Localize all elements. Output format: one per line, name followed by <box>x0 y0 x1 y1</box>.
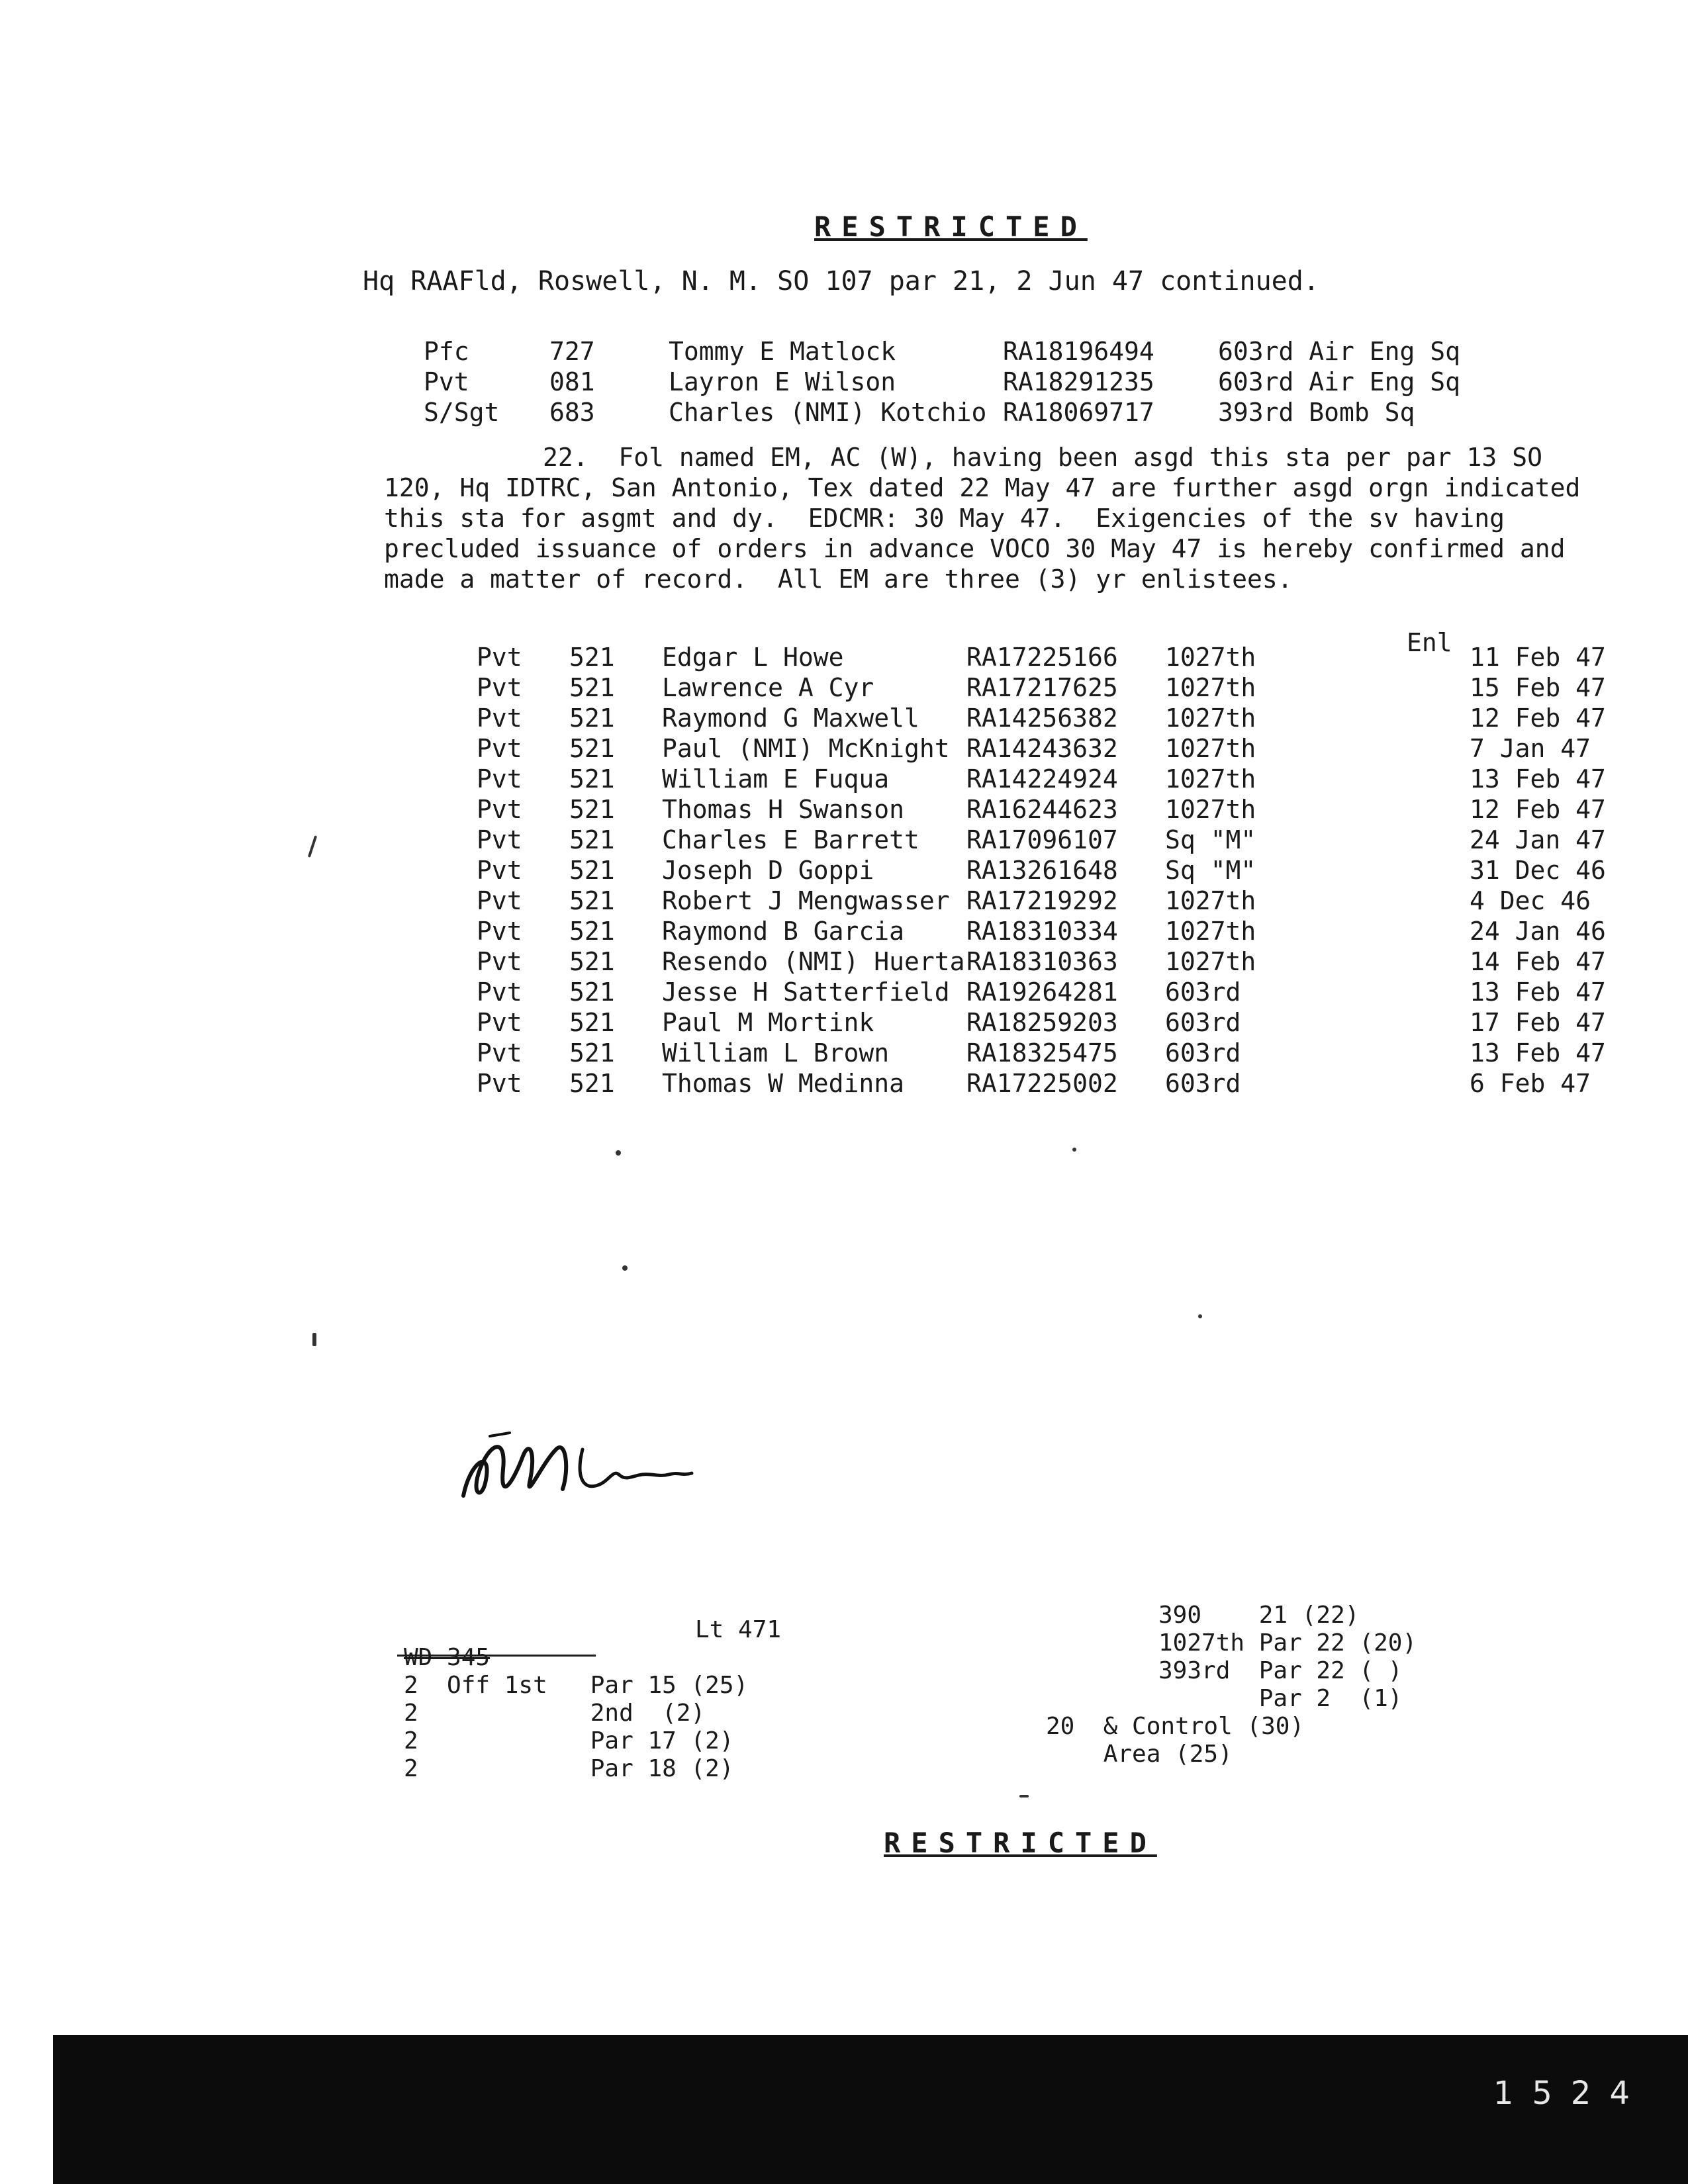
serial: RA18069717 <box>1003 398 1154 427</box>
enl-date: 4 Dec 46 <box>1470 886 1591 915</box>
serial: RA18310334 <box>966 917 1118 946</box>
dist-line: 2 Off 1st Par 15 (25) <box>404 1672 749 1699</box>
grade: Pvt <box>477 886 522 915</box>
name: Paul M Mortink <box>662 1008 874 1037</box>
enl-date: 7 Jan 47 <box>1470 734 1591 763</box>
ssn: 521 <box>569 856 615 885</box>
unit: 603rd <box>1165 1069 1241 1098</box>
dist-line: WD 345 <box>404 1644 491 1671</box>
grade: Pvt <box>477 673 522 702</box>
scan-speck <box>312 1333 316 1346</box>
dist-line: 1027th Par 22 (20) <box>1158 1629 1417 1657</box>
roster-row <box>477 825 1628 855</box>
enl-date: 24 Jan 47 <box>1470 825 1606 854</box>
unit: 603rd <box>1165 1008 1241 1037</box>
scan-speck <box>1072 1148 1076 1152</box>
grade: Pvt <box>477 764 522 794</box>
serial: RA17219292 <box>966 886 1118 915</box>
enl-date: 31 Dec 46 <box>1470 856 1606 885</box>
roster-row <box>477 764 1628 794</box>
serial: RA17217625 <box>966 673 1118 702</box>
grade: Pvt <box>477 734 522 763</box>
paragraph-22 <box>384 442 1615 594</box>
ssn: 521 <box>569 825 615 854</box>
ssn: 521 <box>569 734 615 763</box>
dist-line: 393rd Par 22 ( ) <box>1158 1657 1403 1684</box>
dist-line: Par 2 (1) <box>1158 1685 1403 1712</box>
unit: 1027th <box>1165 764 1256 794</box>
name: Joseph D Goppi <box>662 856 874 885</box>
name: Edgar L Howe <box>662 643 844 672</box>
grade: Pvt <box>477 825 522 854</box>
ssn: 521 <box>569 1008 615 1037</box>
roster-row <box>424 336 1549 367</box>
enl-date: 13 Feb 47 <box>1470 764 1606 794</box>
name: Raymond B Garcia <box>662 917 905 946</box>
enl-date: 12 Feb 47 <box>1470 795 1606 824</box>
roster-row <box>424 397 1549 428</box>
scan-edge-bar <box>53 2035 1688 2184</box>
grade: S/Sgt <box>424 398 500 427</box>
dist-line: Area (25) <box>1046 1741 1233 1768</box>
enl-date: 15 Feb 47 <box>1470 673 1606 702</box>
grade: Pvt <box>477 947 522 976</box>
unit: 1027th <box>1165 917 1256 946</box>
name: Paul (NMI) McKnight <box>662 734 950 763</box>
roster-row <box>477 886 1628 916</box>
roster-row <box>477 1068 1628 1099</box>
unit: Sq "M" <box>1165 825 1256 854</box>
serial: RA18196494 <box>1003 337 1154 366</box>
roster-row <box>477 703 1628 733</box>
enl-date: 6 Feb 47 <box>1470 1069 1591 1098</box>
unit: Sq "M" <box>1165 856 1256 885</box>
grade: Pfc <box>424 337 469 366</box>
serial: RA14224924 <box>966 764 1118 794</box>
roster-row <box>477 672 1628 703</box>
serial: RA18291235 <box>1003 367 1154 396</box>
unit: 603rd Air Eng Sq <box>1218 367 1461 396</box>
roster-row <box>477 733 1628 764</box>
scan-speck <box>616 1150 621 1156</box>
scan-speck <box>1019 1795 1029 1797</box>
unit: 1027th <box>1165 886 1256 915</box>
ssn: 521 <box>569 1069 615 1098</box>
paragraph-line: precluded issuance of orders in advance VOCO 30 May 47 is hereby confirmed and <box>384 534 1566 563</box>
serial: RA18310363 <box>966 947 1118 976</box>
roster-row <box>477 642 1628 672</box>
ssn: 521 <box>569 704 615 733</box>
unit: 1027th <box>1165 704 1256 733</box>
enl-date: 14 Feb 47 <box>1470 947 1606 976</box>
enl-date: 17 Feb 47 <box>1470 1008 1606 1037</box>
enl-date: 24 Jan 46 <box>1470 917 1606 946</box>
serial: RA13261648 <box>966 856 1118 885</box>
ssn: 521 <box>569 795 615 824</box>
roster-row <box>477 1007 1628 1038</box>
classification-footer: RESTRICTED <box>884 1827 1157 1859</box>
unit: 1027th <box>1165 643 1256 672</box>
ssn: 521 <box>569 947 615 976</box>
distribution-right <box>1046 1602 1417 1768</box>
roster-row <box>477 916 1628 946</box>
dist-line: Lt 471 <box>695 1616 782 1643</box>
order-header: Hq RAAFld, Roswell, N. M. SO 107 par 21, 2 Jun 47 continued. <box>363 266 1319 296</box>
ssn: 521 <box>569 917 615 946</box>
ssn: 683 <box>549 398 595 427</box>
ssn: 521 <box>569 978 615 1007</box>
enl-date: 11 Feb 47 <box>1470 643 1606 672</box>
grade: Pvt <box>477 1069 522 1098</box>
ssn: 521 <box>569 673 615 702</box>
serial: RA17096107 <box>966 825 1118 854</box>
scan-speck <box>622 1265 628 1271</box>
name: William L Brown <box>662 1038 890 1068</box>
name: Tommy E Matlock <box>669 337 896 366</box>
unit: 1027th <box>1165 947 1256 976</box>
grade: Pvt <box>477 643 522 672</box>
name: William E Fuqua <box>662 764 890 794</box>
enl-date: 13 Feb 47 <box>1470 1038 1606 1068</box>
unit: 603rd <box>1165 1038 1241 1068</box>
distribution-left <box>404 1616 781 1783</box>
name: Raymond G Maxwell <box>662 704 919 733</box>
serial: RA18259203 <box>966 1008 1118 1037</box>
paragraph-line: made a matter of record. All EM are three (3) yr enlistees. <box>384 565 1293 594</box>
unit: 1027th <box>1165 795 1256 824</box>
grade: Pvt <box>477 795 522 824</box>
enl-date: 12 Feb 47 <box>1470 704 1606 733</box>
name: Jesse H Satterfield <box>662 978 950 1007</box>
ssn: 521 <box>569 643 615 672</box>
paragraph-line: this sta for asgmt and dy. EDCMR: 30 May 47. Exigencies of the sv having <box>384 504 1505 533</box>
ssn: 521 <box>569 764 615 794</box>
grade: Pvt <box>477 1008 522 1037</box>
name: Charles E Barrett <box>662 825 919 854</box>
unit: 393rd Bomb Sq <box>1218 398 1415 427</box>
unit: 603rd Air Eng Sq <box>1218 337 1461 366</box>
unit: 1027th <box>1165 734 1256 763</box>
scan-speck <box>308 835 317 858</box>
serial: RA17225166 <box>966 643 1118 672</box>
dist-line: 390 21 (22) <box>1158 1602 1360 1629</box>
ssn: 727 <box>549 337 595 366</box>
scan-speck <box>1198 1314 1202 1318</box>
enl-label: Enl <box>1407 628 1452 657</box>
serial: RA17225002 <box>966 1069 1118 1098</box>
grade: Pvt <box>477 917 522 946</box>
name: Layron E Wilson <box>669 367 896 396</box>
unit: 1027th <box>1165 673 1256 702</box>
ssn: 081 <box>549 367 595 396</box>
name: Charles (NMI) Kotchio <box>669 398 987 427</box>
name: Robert J Mengwasser <box>662 886 950 915</box>
serial: RA19264281 <box>966 978 1118 1007</box>
unit: 603rd <box>1165 978 1241 1007</box>
name: Lawrence A Cyr <box>662 673 874 702</box>
ssn: 521 <box>569 1038 615 1068</box>
roster-row <box>424 367 1549 397</box>
dist-line: 2 Par 18 (2) <box>404 1755 734 1782</box>
roster-row <box>477 855 1628 886</box>
roster-row <box>477 977 1628 1007</box>
serial: RA16244623 <box>966 795 1118 824</box>
grade: Pvt <box>424 367 469 396</box>
serial: RA14256382 <box>966 704 1118 733</box>
paragraph-line: 22. Fol named EM, AC (W), having been asgd this sta per par 13 SO <box>543 443 1542 472</box>
roster-row <box>477 946 1628 977</box>
classification-heading: RESTRICTED <box>814 210 1088 243</box>
page-number: 1524 <box>1493 2075 1648 2112</box>
paragraph-line: 120, Hq IDTRC, San Antonio, Tex dated 22 May 47 are further asgd orgn indicated <box>384 473 1581 502</box>
enl-date: 13 Feb 47 <box>1470 978 1606 1007</box>
serial: RA14243632 <box>966 734 1118 763</box>
grade: Pvt <box>477 856 522 885</box>
grade: Pvt <box>477 978 522 1007</box>
name: Thomas H Swanson <box>662 795 905 824</box>
roster-row <box>477 794 1628 825</box>
dist-line: 2 2nd (2) <box>404 1700 706 1727</box>
dist-line: 20 & Control (30) <box>1046 1713 1305 1740</box>
signature-image <box>450 1423 755 1509</box>
roster-row <box>477 1038 1628 1068</box>
dist-line: 2 Par 17 (2) <box>404 1727 734 1754</box>
name: Resendo (NMI) Huerta <box>662 947 965 976</box>
serial: RA18325475 <box>966 1038 1118 1068</box>
grade: Pvt <box>477 1038 522 1068</box>
name: Thomas W Medinna <box>662 1069 905 1098</box>
ssn: 521 <box>569 886 615 915</box>
grade: Pvt <box>477 704 522 733</box>
